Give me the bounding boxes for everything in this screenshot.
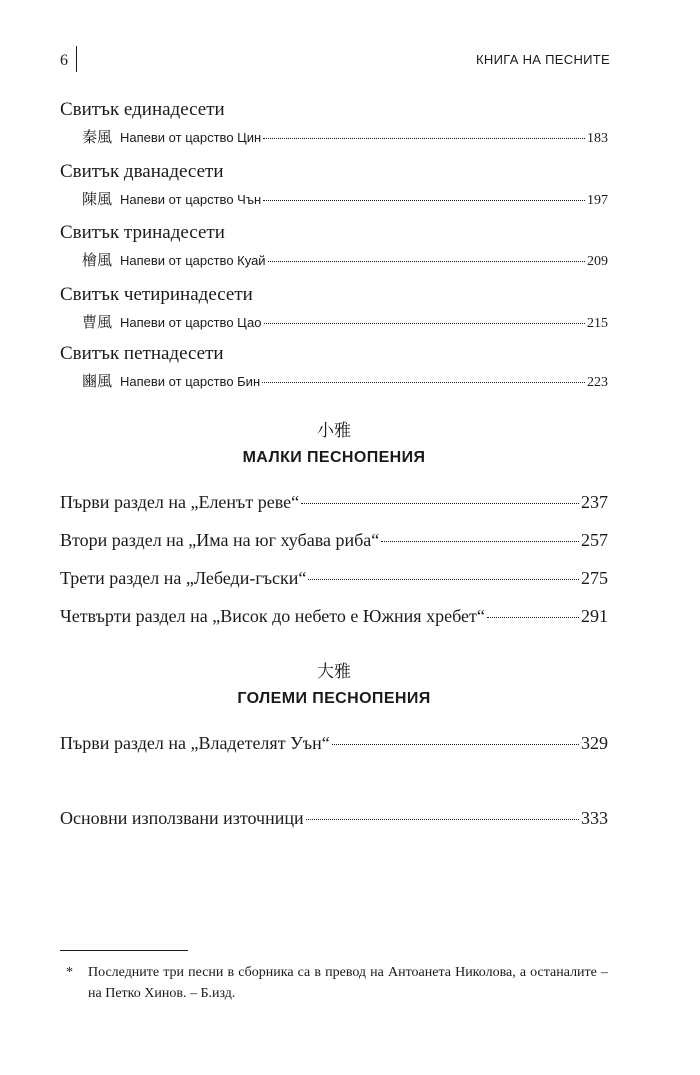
page-ref: 329 [581, 733, 608, 753]
page-ref: 237 [581, 492, 608, 512]
chinese-title: 陳風 [82, 190, 113, 208]
toc-scroll [60, 342, 608, 391]
dot-leader [268, 261, 585, 262]
footnote-text: Последните три песни в сборника са в превод на Антоанета Николова, а останалите – на Петко Хинов. – Б.изд. [88, 965, 608, 1001]
section-heading-minor-odes [60, 419, 608, 467]
chinese-title: 豳風 [82, 372, 113, 390]
toc-scroll [60, 160, 608, 209]
toc-entry[interactable] [60, 249, 608, 270]
book-title: КНИГА НА ПЕСНИТЕ [476, 52, 610, 67]
section-heading-major-odes [60, 660, 608, 708]
chinese-title: 秦風 [82, 128, 113, 146]
dot-leader [308, 579, 579, 580]
section-title: ГОЛЕМИ ПЕСНОПЕНИЯ [237, 690, 431, 707]
page-ref: 223 [587, 375, 608, 390]
running-header [60, 46, 610, 74]
page-ref: 291 [581, 606, 608, 626]
toc-entry[interactable] [60, 733, 608, 754]
page-ref: 183 [587, 131, 608, 146]
section-chinese-title: 大雅 [317, 662, 351, 682]
dot-leader [381, 541, 579, 542]
page-ref: 197 [587, 193, 608, 208]
toc-entry[interactable] [60, 311, 608, 332]
toc-entry-sources[interactable] [60, 808, 608, 829]
page-number: 6 [60, 52, 68, 69]
dot-leader [487, 617, 579, 618]
entry-label: Втори раздел на „Има на юг хубава риба“ [60, 530, 380, 550]
toc-entry[interactable] [60, 126, 608, 147]
toc-entry[interactable] [60, 530, 608, 551]
footnote [60, 962, 608, 1004]
entry-label: Трети раздел на „Лебеди-гъски“ [60, 568, 307, 588]
chinese-title: 檜風 [82, 251, 113, 269]
section-chinese-title: 小雅 [317, 421, 351, 441]
entry-label: Четвърти раздел на „Висок до небето е Южния хребет“ [60, 606, 485, 626]
dot-leader [301, 503, 579, 504]
page-ref: 257 [581, 530, 608, 550]
dot-leader [332, 744, 579, 745]
toc-scroll [60, 98, 608, 147]
entry-label: Основни използвани източници [60, 808, 304, 828]
toc-scroll [60, 221, 608, 270]
chinese-title: 曹風 [82, 313, 113, 331]
entry-label: Напеви от царство Цао [120, 315, 262, 330]
footnote-divider [60, 950, 188, 951]
scroll-title: Свитък дванадесети [60, 161, 224, 182]
scroll-title: Свитък петнадесети [60, 343, 224, 364]
entry-label: Напеви от царство Цин [120, 130, 262, 145]
entry-label: Напеви от царство Чън [120, 192, 262, 207]
section-title: МАЛКИ ПЕСНОПЕНИЯ [242, 449, 426, 466]
entry-label: Първи раздел на „Еленът реве“ [60, 492, 300, 512]
scroll-title: Свитък единадесети [60, 99, 225, 120]
dot-leader [263, 138, 585, 139]
toc-scroll [60, 283, 608, 332]
page-ref: 215 [587, 316, 608, 331]
dot-leader [262, 382, 585, 383]
entry-label: Първи раздел на „Владетелят Уън“ [60, 733, 330, 753]
header-divider [76, 46, 77, 72]
toc-entry[interactable] [60, 370, 608, 391]
dot-leader [306, 819, 579, 820]
page-ref: 333 [581, 808, 608, 828]
scroll-title: Свитък четиринадесети [60, 284, 253, 305]
entry-label: Напеви от царство Бин [120, 374, 261, 389]
entry-label: Напеви от царство Куай [120, 253, 266, 268]
page-ref: 275 [581, 568, 608, 588]
dot-leader [264, 323, 585, 324]
toc-entry[interactable] [60, 568, 608, 589]
toc-entry[interactable] [60, 492, 608, 513]
dot-leader [263, 200, 585, 201]
scroll-title: Свитък тринадесети [60, 222, 225, 243]
toc-entry[interactable] [60, 188, 608, 209]
toc-entry[interactable] [60, 606, 608, 627]
footnote-marker: * [66, 965, 73, 980]
page-ref: 209 [587, 254, 608, 269]
